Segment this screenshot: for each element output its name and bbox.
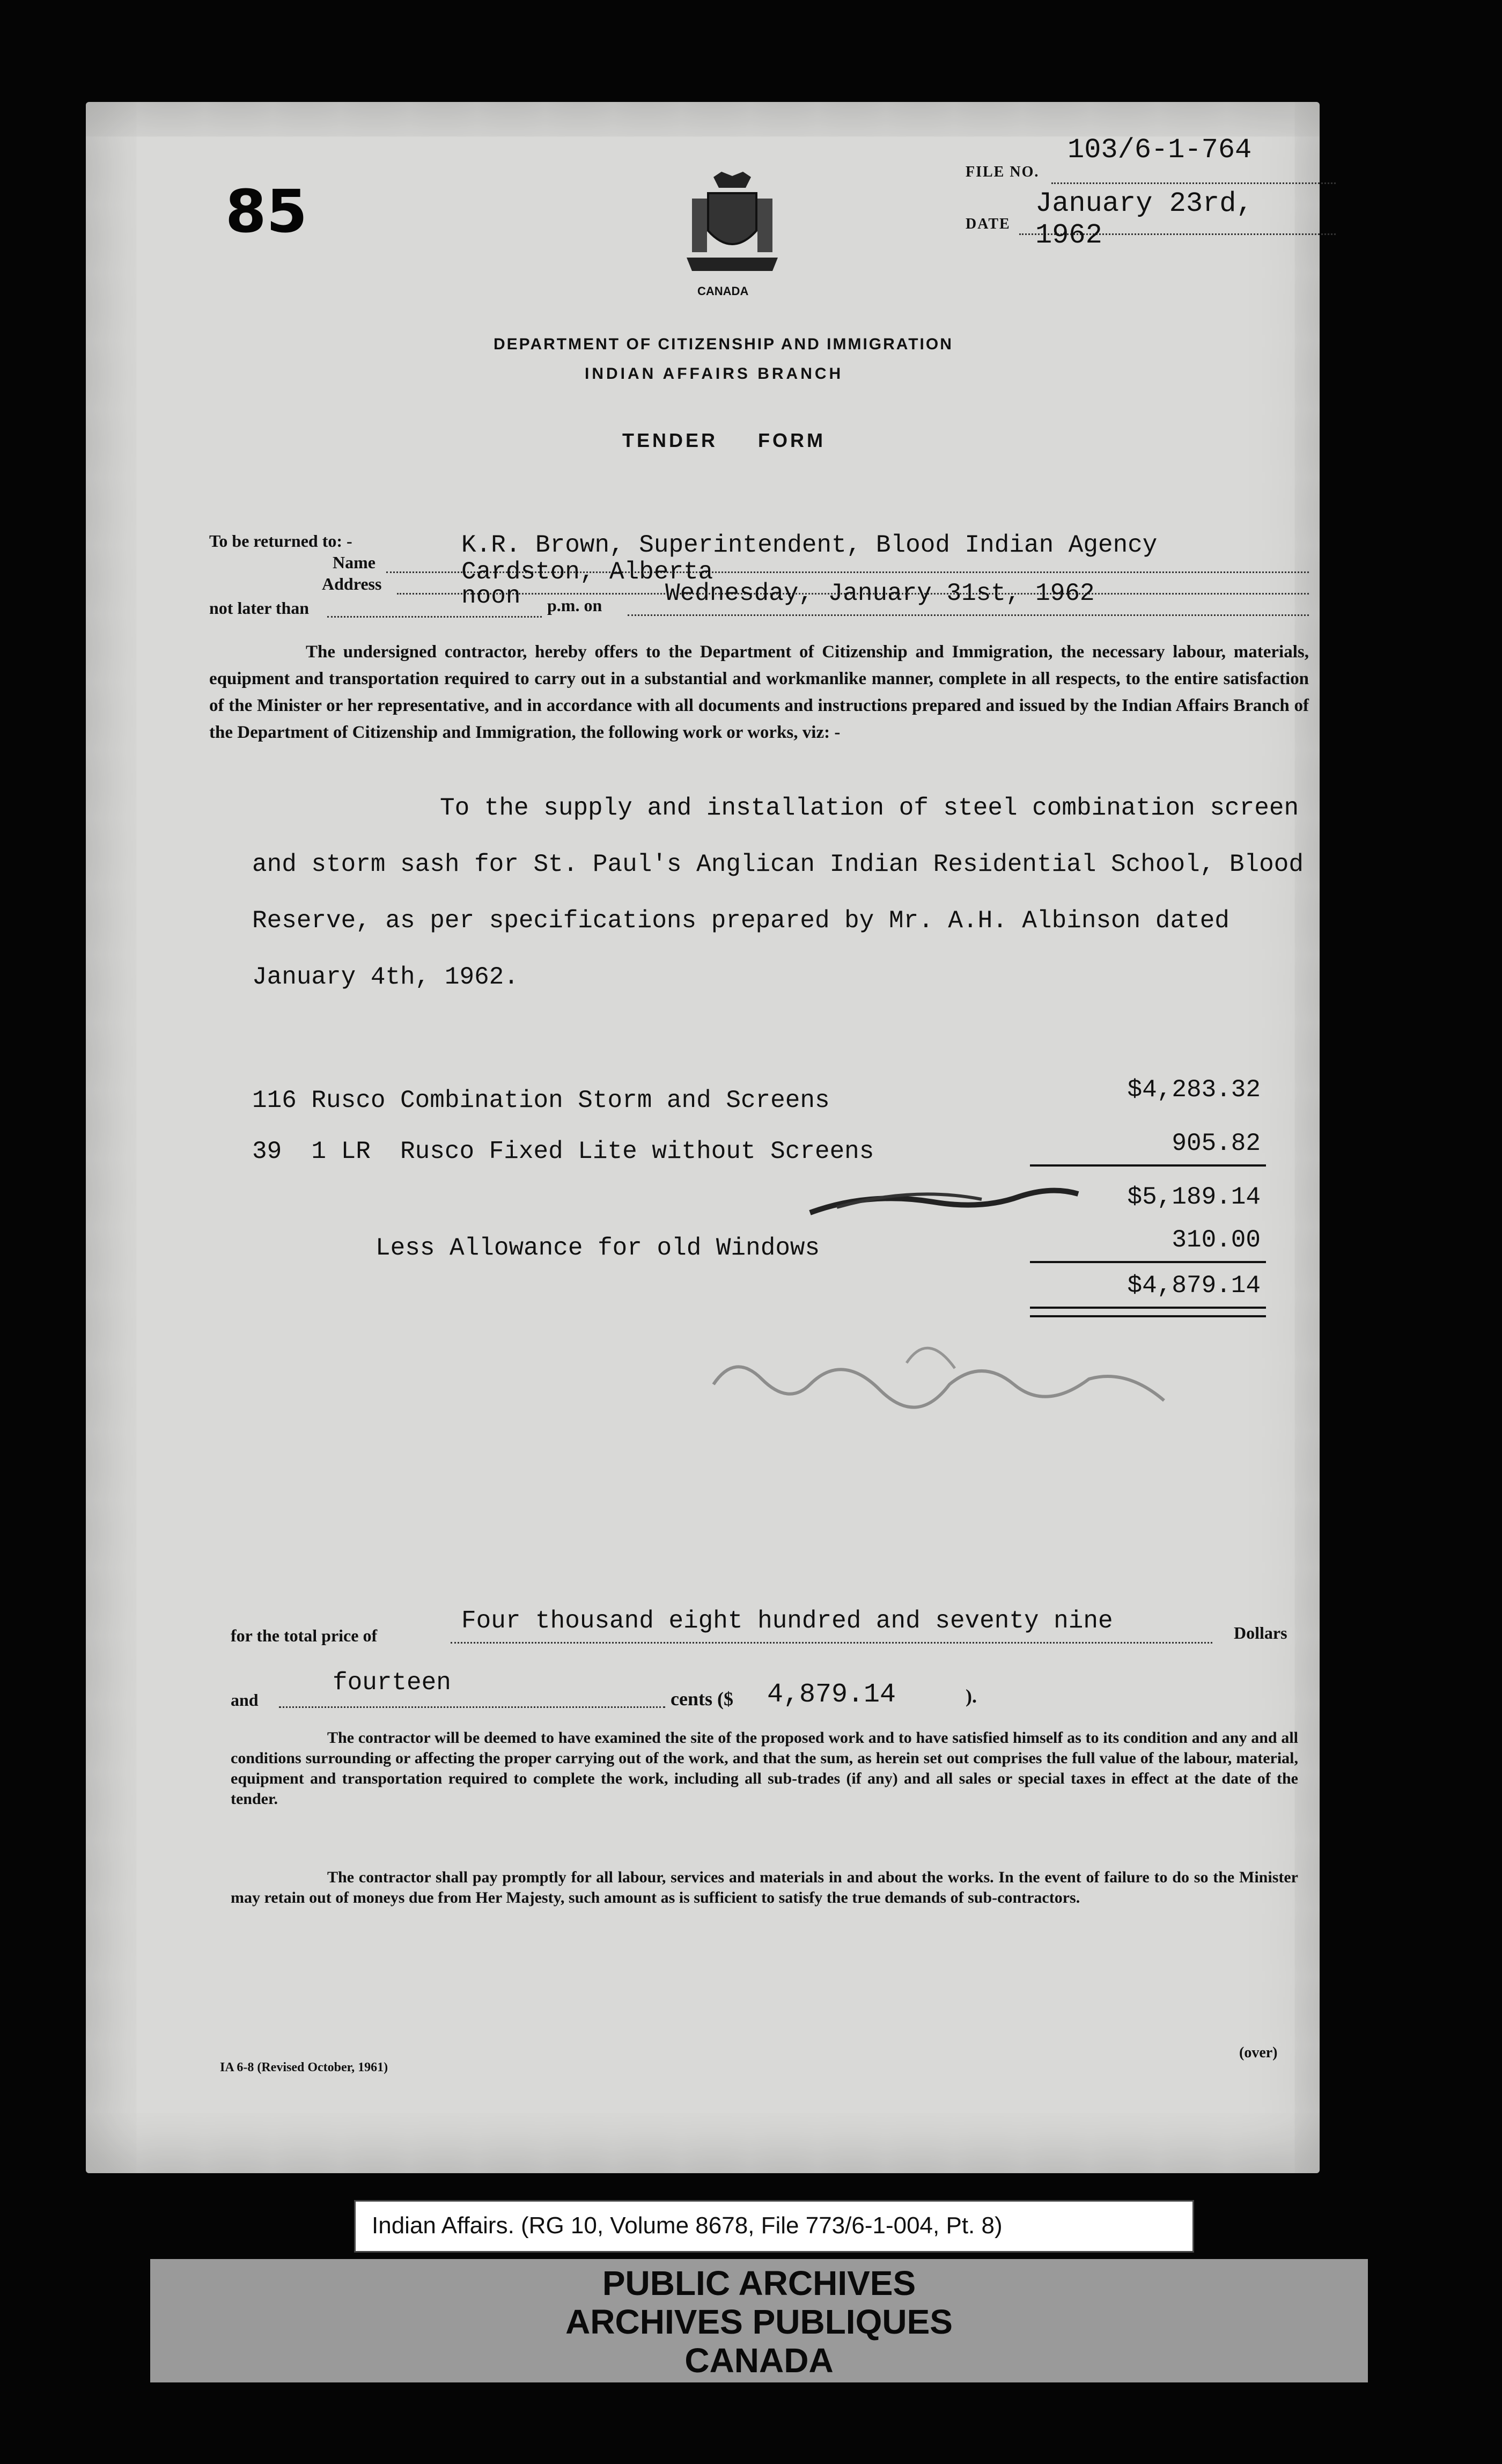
over-label: (over) [1239, 2044, 1278, 2061]
cents-label: cents ($ [671, 1688, 733, 1710]
total-price-label: for the total price of [231, 1626, 378, 1645]
deadline-value: Wednesday, January 31st, 1962 [665, 580, 1095, 607]
work-line-4: January 4th, 1962. [252, 963, 519, 991]
tender-form-page [86, 102, 1320, 2173]
terms-paragraph-1: The contractor will be deemed to have examined the site of the proposed work and to have satisfied himself as to its condition and any and all conditions surrounding or affecting the proper carrying out of the work, and that the sum, as herein set out comprises the full value of the labour, material, equipment and transportation required to complete the work, including all sub-trades (if any) and all sales or special taxes in effect at the date of the tender. [231, 1729, 1298, 1808]
cents-words: fourteen [333, 1669, 451, 1697]
price-close: ). [966, 1685, 977, 1707]
work-line-1: To the supply and installation of steel combination screen [440, 794, 1299, 822]
name-value: K.R. Brown, Superintendent, Blood Indian Agency [461, 531, 1158, 559]
allowance-desc: Less Allowance for old Windows [376, 1234, 820, 1262]
total-double-rule [1030, 1307, 1266, 1317]
dollars-line [451, 1642, 1212, 1644]
pm-on-label: p.m. on [547, 596, 602, 615]
total-rule [1030, 1261, 1266, 1263]
item-1-amount: $4,283.32 [1127, 1076, 1261, 1104]
archives-line-1: PUBLIC ARCHIVES [602, 2264, 916, 2302]
archives-line-3: CANADA [684, 2341, 834, 2380]
date-label: DATE [966, 216, 1011, 232]
not-later-label: not later than [209, 598, 310, 618]
file-no-label: FILE NO. [966, 164, 1040, 180]
citation-strip [354, 2200, 1194, 2253]
archives-line-2: ARCHIVES PUBLIQUES [565, 2302, 953, 2341]
deadline-line [628, 614, 1309, 616]
cents-amount: 4,879.14 [767, 1680, 896, 1710]
work-line-2: and storm sash for St. Paul's Anglican Indian Residential School, Blood [252, 850, 1304, 878]
country-label: CANADA [697, 284, 749, 298]
time-line [327, 616, 542, 618]
item-1-desc: 116 Rusco Combination Storm and Screens [252, 1087, 830, 1114]
file-no-line [1051, 182, 1336, 184]
address-label: Address [322, 574, 382, 593]
item-2-amount: 905.82 [1172, 1130, 1261, 1157]
citation-text: Indian Affairs. (RG 10, Volume 8678, File 773/6-1-004, Pt. 8) [372, 2212, 1003, 2239]
cents-line [279, 1706, 665, 1708]
subtotal-amount: $5,189.14 [1127, 1183, 1261, 1211]
time-value: noon [461, 582, 521, 610]
date-value: January 23rd, 1962 [1035, 188, 1253, 251]
work-line-3: Reserve, as per specifications prepared by Mr. A.H. Albinson dated [252, 907, 1229, 935]
dollars-label: Dollars [1234, 1623, 1287, 1642]
form-code: IA 6-8 (Revised October, 1961) [220, 2060, 388, 2074]
intro-paragraph: The undersigned contractor, hereby offers to the Department of Citizenship and Immigration, the necessary labour, materials, equipment and transportation required to carry out in a substantial and workmanlike manner, complete in all respects, to the entire satisfaction of the Minister or her representative, and in accordance with all documents and instructions prepared and issued by the Indian Affairs Branch of the Department of Citizenship and Immigration, the following work or works, viz: - [209, 642, 1309, 742]
signature-scribble [703, 1320, 1186, 1443]
strike-scribble [805, 1170, 1084, 1229]
handwritten-mark: 85 [225, 177, 308, 246]
terms-paragraph-2: The contractor shall pay promptly for all labour, services and materials in and about the works. In the event of failure to do so the Minister may retain out of moneys due from Her Majesty, such amount as is sufficient to satisfy the true demands of sub-contractors. [231, 1868, 1298, 1906]
archives-banner [150, 2259, 1368, 2382]
total-amount: $4,879.14 [1127, 1272, 1261, 1300]
name-label: Name [333, 553, 376, 572]
subtotal-rule [1030, 1164, 1266, 1167]
item-2-desc: 39 1 LR Rusco Fixed Lite without Screens [252, 1138, 874, 1165]
allowance-amount: 310.00 [1172, 1226, 1261, 1254]
returned-to-label: To be returned to: - [209, 531, 352, 551]
branch-name: INDIAN AFFAIRS BRANCH [585, 365, 844, 383]
dollars-words: Four thousand eight hundred and seventy nine [461, 1607, 1113, 1635]
coat-of-arms-icon [681, 172, 783, 279]
form-title: TENDER FORM [622, 429, 826, 451]
department-name: DEPARTMENT OF CITIZENSHIP AND IMMIGRATION [494, 335, 953, 353]
address-value: Cardston, Alberta [461, 558, 713, 586]
and-label: and [231, 1690, 259, 1710]
file-no-value: 103/6-1-764 [1067, 134, 1252, 166]
